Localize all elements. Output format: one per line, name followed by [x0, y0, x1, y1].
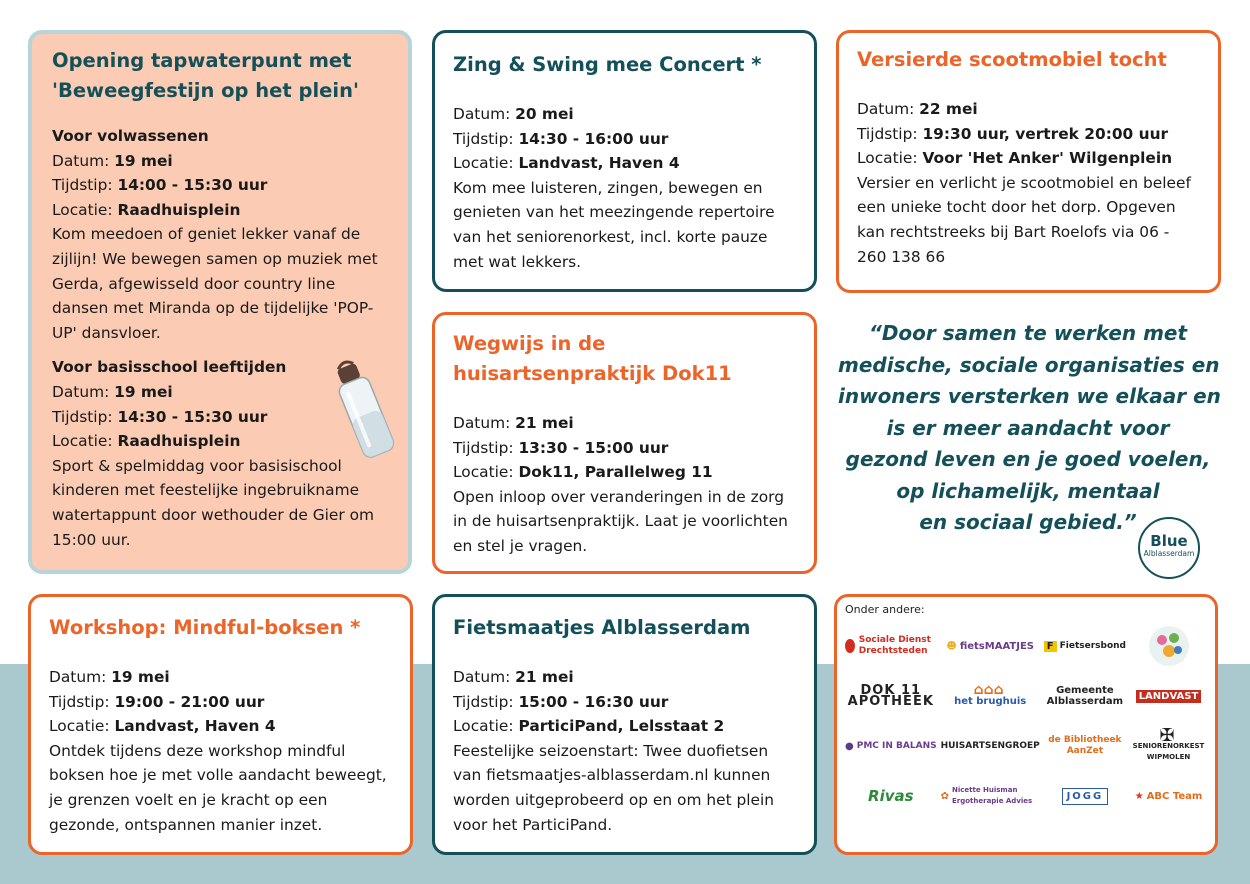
time-row: Tijdstip: 14:30 - 16:00 uur	[453, 129, 669, 148]
date-row: Datum: 22 mei	[857, 100, 978, 118]
date-row: Datum: 21 mei	[453, 668, 574, 686]
card-title: Fietsmaatjes Alblasserdam	[453, 616, 751, 639]
logo-rivas: Rivas	[868, 786, 914, 805]
location-row: Locatie: Voor 'Het Anker' Wilgenplein	[857, 149, 1173, 168]
card-title: Wegwijs in de huisartsenpraktijk Dok11	[453, 332, 732, 385]
time-row: Tijdstip: 19:30 uur, vertrek 20:00 uur	[857, 124, 1169, 143]
adults-heading: Voor volwassenen	[52, 127, 209, 145]
water-bottle-icon	[326, 356, 406, 466]
card-tapwaterpunt	[28, 30, 412, 574]
card-title: Workshop: Mindful-boksen *	[49, 616, 361, 639]
logo-fietsersbond: F Fietsersbond	[1044, 623, 1126, 669]
quote-line: medische, sociale organisaties en	[838, 352, 1220, 377]
location-row: Locatie: Dok11, Parallelweg 11	[453, 463, 713, 482]
date-row: Datum: 19 mei	[52, 151, 173, 170]
location-row: Locatie: Landvast, Haven 4	[453, 154, 680, 173]
quote-line: is er meer aandacht voor	[886, 415, 1170, 440]
card-partners	[834, 594, 1218, 855]
logo-sociale-dienst: Sociale Dienst Drechtsteden	[845, 623, 937, 669]
card-zing-swing	[432, 30, 817, 292]
description: Kom mee luisteren, zingen, bewegen en genieten van het meezingende repertoire van het seniorenorkest, incl. korte pauze met wat lekkers.	[453, 178, 775, 271]
logo-landvast: LANDVAST	[1130, 673, 1207, 719]
description: Versier en verlicht je scootmobiel en beleef een unieke tocht door het dorp. Opgeven kan rechtstreeks bij Bart Roelofs via 06 - 260 138 66	[857, 173, 1191, 266]
location-row: Locatie: Raadhuisplein	[52, 432, 241, 451]
quote-line: inwoners versterken we elkaar en	[838, 384, 1221, 408]
date-row: Datum: 20 mei	[453, 105, 574, 123]
logo-jogg: JOGG	[1044, 773, 1126, 819]
location-row: Locatie: Landvast, Haven 4	[49, 717, 276, 736]
date-row: Datum: 21 mei	[453, 414, 574, 432]
logo-abc-team: ★ ABC Team	[1134, 790, 1203, 802]
date-row: Datum: 19 mei	[52, 382, 173, 401]
description: Ontdek tijdens deze workshop mindful boksen hoe je met volle aandacht beweegt, je grenzen voelt en je kracht op een gezonde, ontspannen manier inzet.	[49, 741, 387, 834]
hands-logo-icon	[1130, 623, 1207, 669]
quote-line: “Door samen te werken met	[868, 321, 1188, 345]
partner-logo-grid	[845, 623, 1207, 819]
description: Sport & spelmiddag voor basisischool kinderen met feestelijke ingebruikname watertappunt door wethouder de Gier om 15:00 uur.	[52, 456, 375, 549]
time-row: Tijdstip: 14:00 - 15:30 uur	[52, 176, 268, 195]
logo-dok11: DOK 11 APOTHEEK	[847, 683, 934, 709]
card-title: Versierde scootmobiel tocht	[857, 48, 1167, 71]
description: Feestelijke seizoenstart: Twee duofietsen van fietsmaatjes-alblasserdam.nl kunnen worden uitgeprobeerd op en om het plein voor het ParticiPand.	[453, 741, 775, 834]
logo-seniorenorkest: ✠ SENIORENORKEST WIPMOLEN	[1132, 724, 1205, 761]
card-title: Zing & Swing mee Concert *	[453, 53, 762, 76]
card-fietsmaatjes	[432, 594, 817, 855]
logo-brughuis: ⌂⌂⌂ het brughuis	[954, 682, 1027, 707]
card-scootmobiel	[836, 30, 1221, 293]
time-row: Tijdstip: 14:30 - 15:30 uur	[52, 407, 268, 426]
logo-pmc-in-balans: ● PMC IN BALANS	[845, 740, 937, 752]
location-row: Locatie: Raadhuisplein	[52, 200, 241, 219]
quote-text	[838, 318, 1221, 539]
logo-gemeente: Gemeente Alblasserdam	[1046, 685, 1124, 707]
card-dok11	[432, 312, 817, 574]
logo-fietsmaatjes: ☻ fietsMAATJES	[946, 640, 1034, 652]
quote-line: en sociaal gebied.”	[919, 510, 1137, 534]
quote-line: op lichamelijk, mentaal	[896, 478, 1160, 503]
logo-nicette-huisman: ✿ Nicette Huisman Ergotherapie Advies	[940, 786, 1033, 805]
logo-bibliotheek: de Bibliotheek AanZet	[1048, 735, 1122, 756]
description: Open inloop over veranderingen in de zorg in de huisartsenpraktijk. Laat je voorlichten en stel je vragen.	[453, 487, 788, 555]
time-row: Tijdstip: 19:00 - 21:00 uur	[49, 692, 265, 711]
logo-huisartsengroep: HUISARTSENGROEP	[940, 740, 1040, 751]
blue-alblasserdam-logo: Blue Alblasserdam	[1138, 517, 1200, 579]
time-row: Tijdstip: 15:00 - 16:30 uur	[453, 692, 669, 711]
time-row: Tijdstip: 13:30 - 15:00 uur	[453, 438, 669, 457]
description: Kom meedoen of geniet lekker vanaf de zijlijn! We bewegen samen op muziek met Gerda, afgewisseld door country line dansen met Miranda op de tijdelijke 'POP-UP' dansvloer.	[52, 225, 378, 342]
kids-heading: Voor basisschool leeftijden	[52, 358, 287, 377]
date-row: Datum: 19 mei	[49, 668, 170, 686]
quote-line: gezond leven en je goed voelen,	[845, 447, 1211, 471]
card-title: Opening tapwaterpunt met 'Beweegfestijn op het plein'	[52, 49, 359, 102]
card-mindful-boksen	[28, 594, 413, 855]
partners-heading: Onder andere:	[845, 603, 925, 616]
location-row: Locatie: ParticiPand, Lelsstaat 2	[453, 717, 725, 736]
